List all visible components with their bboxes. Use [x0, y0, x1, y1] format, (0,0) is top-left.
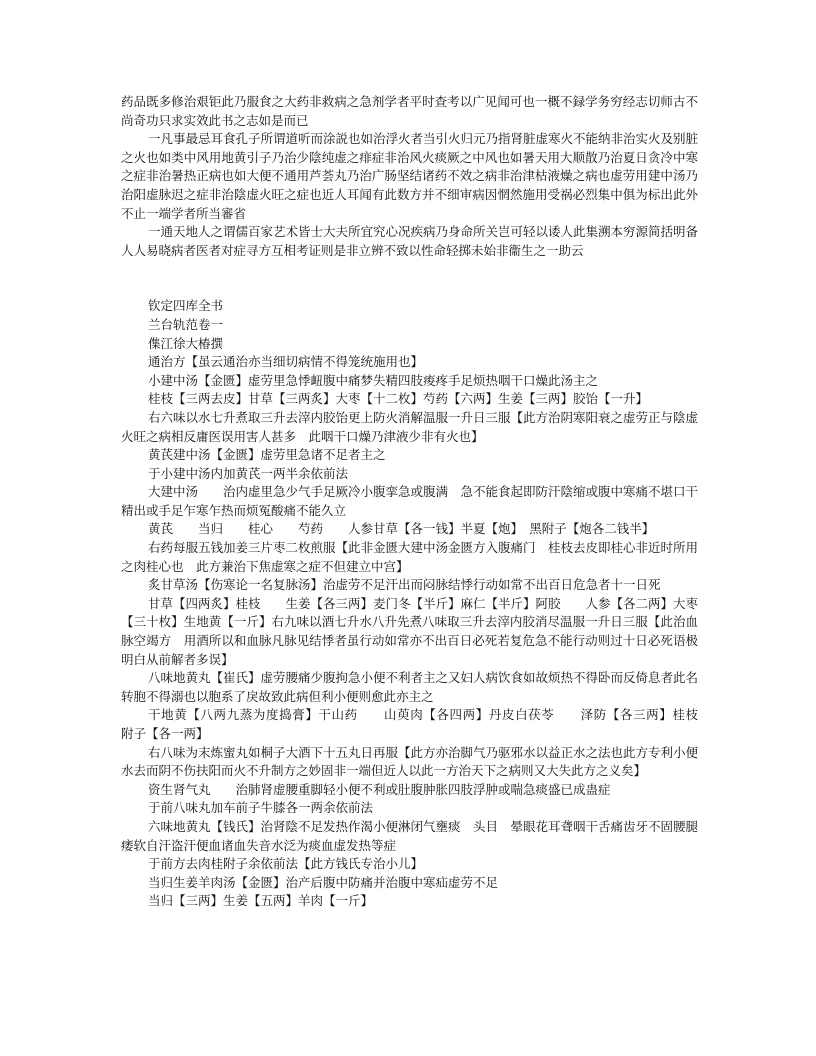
formula-title: 小建中汤【金匮】虚劳里急悸衄腹中痛梦失精四肢痠疼手足烦热咽干口燥此汤主之 [148, 372, 599, 388]
section-gap [121, 260, 698, 297]
formula-title: 炙甘草汤【伤寒论一名复脉汤】治虚劳不足汗出而闷脉结悸行动如常不出百日危急者十一日死 [148, 577, 661, 593]
collection-title: 钦定四库全书 [148, 298, 224, 314]
volume-title: 兰台轨范卷一 [148, 316, 224, 332]
preface-paragraph-2: 一凡事最忌耳食孔子所谓道听而涂説也如治浮火者当引火归元乃指肾脏虚寒火不能纳非治实火及别脏之火也如类中风用地黄引子乃治少陰纯虚之痱症非治风火痰厥之中风也如暑天用大顺散乃治夏日贪冷中寒之症非治暑热正病也如大便不通用芦荟丸乃治广肠坚结诸药不效之病非治津枯液燥之病也虚劳用建中汤乃治阳虚脉迟之症非治陰虚火旺之症也近人耳闻有此数方并不细审病因惘然施用受祸必烈集中俱为标出此外不止一端学者所当審省 [121, 131, 699, 221]
formula-title: 黄芪建中汤【金匮】虚劳里急诸不足者主之 [148, 447, 386, 463]
ingredient-line: 黄芪 当归 桂心 芍药 人参甘草【各一钱】半夏【炮】 黑附子【炮各二钱半】 [148, 521, 655, 537]
formula-title: 六味地黄丸【钱氏】治肾陰不足发热作渴小便淋闭气壅痰 头目 晕眼花耳聋咽干舌痛齿牙不固腰腿痿软自汗盗汗便血诸血失音水泛为痰血虚发热等症 [121, 818, 699, 853]
formula-title: 大建中汤 治内虚里急少气手足厥冷小腹挛急或腹满 急不能食起即防汗陰缩或腹中寒痛不堪口干精出或手足乍寒乍热而烦冤酸痛不能久立 [121, 484, 699, 518]
ingredient-line: 甘草【四两炙】桂枝 生姜【各三两】麦门冬【半斤】麻仁【半斤】阿胶 人参【各二两】大枣【三十枚】生地黄【一斤】右九味以酒七升水八升先煮八味取三升去滓内胶消尽温服一升日三服【此治血脉空竭方 用酒所以和血脉凡脉见结悸者虽行动如常亦不出百日必死若复危急不能行动则过十日必死语极明白从前解者多误】 [121, 595, 699, 667]
section-heading: 通治方【虽云通治亦当细切病情不得笼统施用也】 [148, 354, 424, 370]
formula-instructions: 于小建中汤内加黄芪一两半余依前法 [148, 465, 349, 481]
formula-title: 八味地黄丸【崔氏】虚劳腰痛少腹拘急小便不利者主之又妇人病饮食如故烦热不得卧而反倚息者此名转胞不得溺也以胞系了戾故致此病但利小便则愈此亦主之 [121, 670, 699, 704]
formula-instructions: 于前八味丸加车前子牛膝各一两余依前法 [148, 800, 374, 816]
author-line: 𠍱江徐大椿撰 [148, 335, 224, 351]
formula-title: 当归生姜羊肉汤【金匮】治产后腹中防痛并治腹中寒疝虚劳不足 [148, 874, 499, 890]
formula-instructions: 右药每服五钱加姜三片枣二枚煎服【此非金匮大建中汤金匮方入腹痛门 桂枝去皮即桂心非近时所用之肉桂心也 此方兼治下焦虚寒之症不但建立中宫】 [121, 540, 699, 574]
formula-instructions: 于前方去肉桂附子余依前法【此方钱氏专治小儿】 [148, 856, 424, 872]
ingredient-line: 桂枝【三两去皮】甘草【三两炙】大枣【十二枚】芍药【六两】生姜【三两】胶饴【一升】 [148, 391, 649, 407]
preface-paragraph-3: 一通天地人之谓儒百家艺术皆士大夫所宜究心况疾病乃身命所关岂可轻以诿人此集溯本穷源简括明备人人易晓病者医者对症寻方互相考证则是非立辨不致以性命轻掷未始非衞生之一助云 [121, 224, 699, 258]
formula-instructions: 右八味为末炼蜜丸如桐子大酒下十五丸日再服【此方亦治脚气乃驱邪水以益正水之法也此方专利小便水去而阴不伤扶阳而火不升制方之妙固非一端但近人以此一方治天下之病则又大失此方之义矣】 [121, 744, 699, 779]
ingredient-line: 干地黄【八两九蒸为度捣膏】干山药 山萸肉【各四两】丹皮白茯苓 泽防【各三两】桂枝 附子【各一两】 [121, 707, 724, 741]
preface-paragraph-1: 药品既多修治艰钜此乃服食之大药非救病之急剂学者平时查考以广见闻可也一概不録学务穷经志切师古不尚奇功只求实效此书之志如是而已 [121, 94, 698, 128]
ingredient-line: 当归【三两】生姜【五两】羊肉【一斤】 [148, 893, 374, 909]
formula-title: 资生肾气丸 治肺肾虚腰重脚轻小便不利或肚腹肿胀四肢浮肿或喘急痰盛已成蛊症 [148, 781, 611, 797]
formula-instructions: 右六味以水七升煮取三升去滓内胶饴更上防火消解温服一升日三服【此方治阴寒阳衰之虚劳正与陰虚火旺之病相反庸医误用害人甚多 此咽干口燥乃津液少非有火也】 [121, 409, 699, 444]
